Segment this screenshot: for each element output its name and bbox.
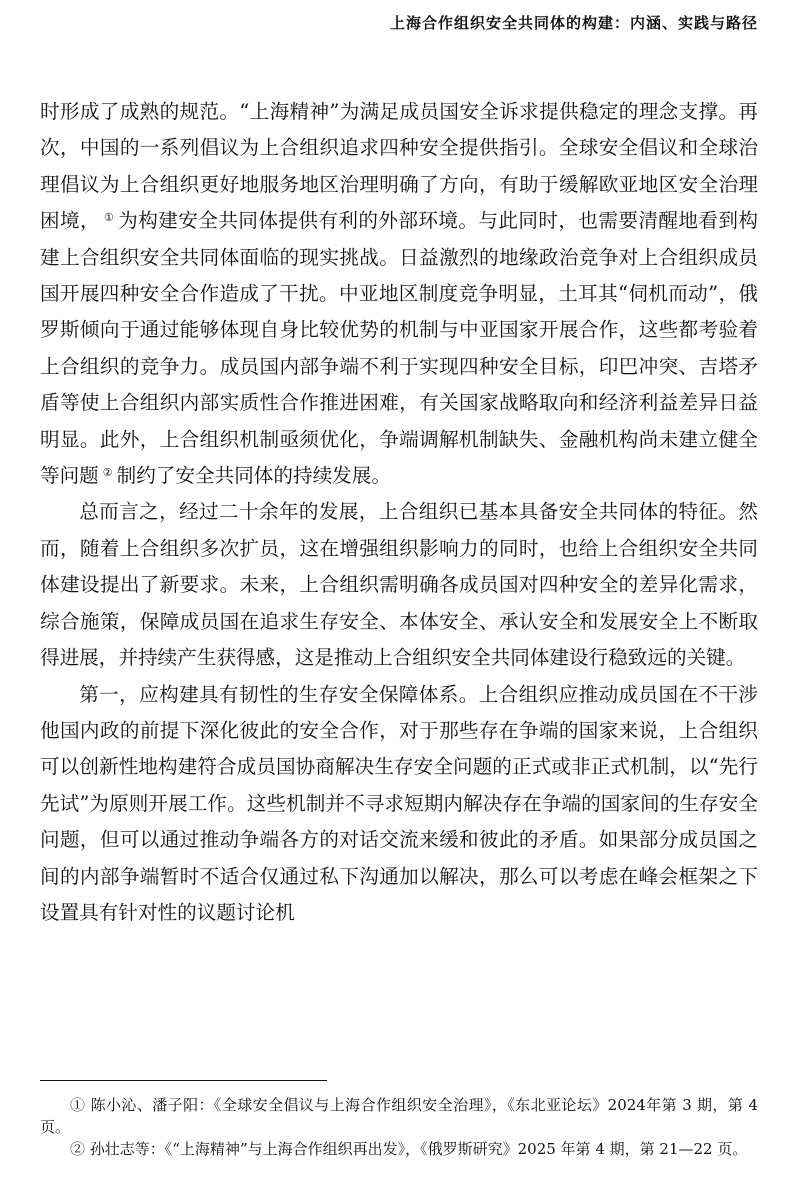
footnote-ref-2: ② — [102, 466, 113, 480]
paragraph-1-part-c: 制约了安全共同体的持续发展。 — [116, 464, 391, 488]
footnotes — [40, 1094, 758, 1160]
paragraph-1-part-b: 为构建安全共同体提供有利的外部环境。与此同时，也需要清醒地看到构建上合组织安全共同体面临的现实挑战。日益激烈的地缘政治竞争对上合组织成员国开展四种安全合作造成了干扰。中亚地区制度竞争明显，土耳其“伺机而动”，俄罗斯倾向于通过能够体现自身比较优势的机制与中亚国家开展合作，这些都考验着上合组织的竞争力。成员国内部争端不利于实现四种安全目标，印巴冲突、吉塔矛盾等使上合组织内部实质性合作推进困难，有关国家战略取向和经济利益差异日益明显。此外，上合组织机制亟须优化，争端调解机制缺失、金融机构尚未建立健全等问题 — [40, 209, 759, 488]
paragraph-1-part-a: 时形成了成熟的规范。“上海精神”为满足成员国安全诉求提供稳定的理念支撑。再次，中国的一系列倡议为上合组织追求四种安全提供指引。全球安全倡议和全球治理倡议为上合组织更好地服务地区治理明确了方向，有助于缓解欧亚地区安全治理困境， — [40, 100, 758, 233]
footnote-2: ② 孙壮志等：《“上海精神”与上海合作组织再出发》，《俄罗斯研究》2025 年第 4 期，第 21—22 页。 — [70, 1140, 748, 1158]
paragraph-2: 总而言之，经过二十余年的发展，上合组织已基本具备安全共同体的特征。然而，随着上合组织多次扩员，这在增强组织影响力的同时，也给上合组织安全共同体建设提出了新要求。未来，上合组织需明确各成员国对四种安全的差异化需求，综合施策，保障成员国在追求生存安全、本体安全、承认安全和发展安全上不断取得进展，并持续产生获得感，这是推动上合组织安全共同体建设行稳致远的关键。 — [40, 500, 758, 670]
footnote-1: ① 陈小沁、潘子阳：《全球安全倡议与上海合作组织安全治理》，《东北亚论坛》2024年第 3 期，第 4 页。 — [40, 1096, 758, 1136]
footnote-ref-1: ① — [104, 211, 115, 225]
paragraph-1 — [40, 94, 758, 494]
main-body — [40, 94, 758, 931]
paragraph-3: 第一，应构建具有韧性的生存安全保障体系。上合组织应推动成员国在不干涉他国内政的前提下深化彼此的安全合作，对于那些存在争端的国家来说，上合组织可以创新性地构建符合成员国协商解决生存安全问题的正式或非正式机制，以“先行先试”为原则开展工作。这些机制并不寻求短期内解决存在争端的国家间的生存安全问题，但可以通过推动争端各方的对话交流来缓和彼此的矛盾。如果部分成员国之间的内部争端暂时不适合仅通过私下沟通加以解决，那么可以考虑在峰会框架之下设置具有针对性的议题讨论机 — [40, 682, 758, 924]
running-head: 上海合作组织安全共同体的构建：内涵、实践与路径 — [389, 14, 758, 32]
footnote-divider — [40, 1080, 327, 1081]
